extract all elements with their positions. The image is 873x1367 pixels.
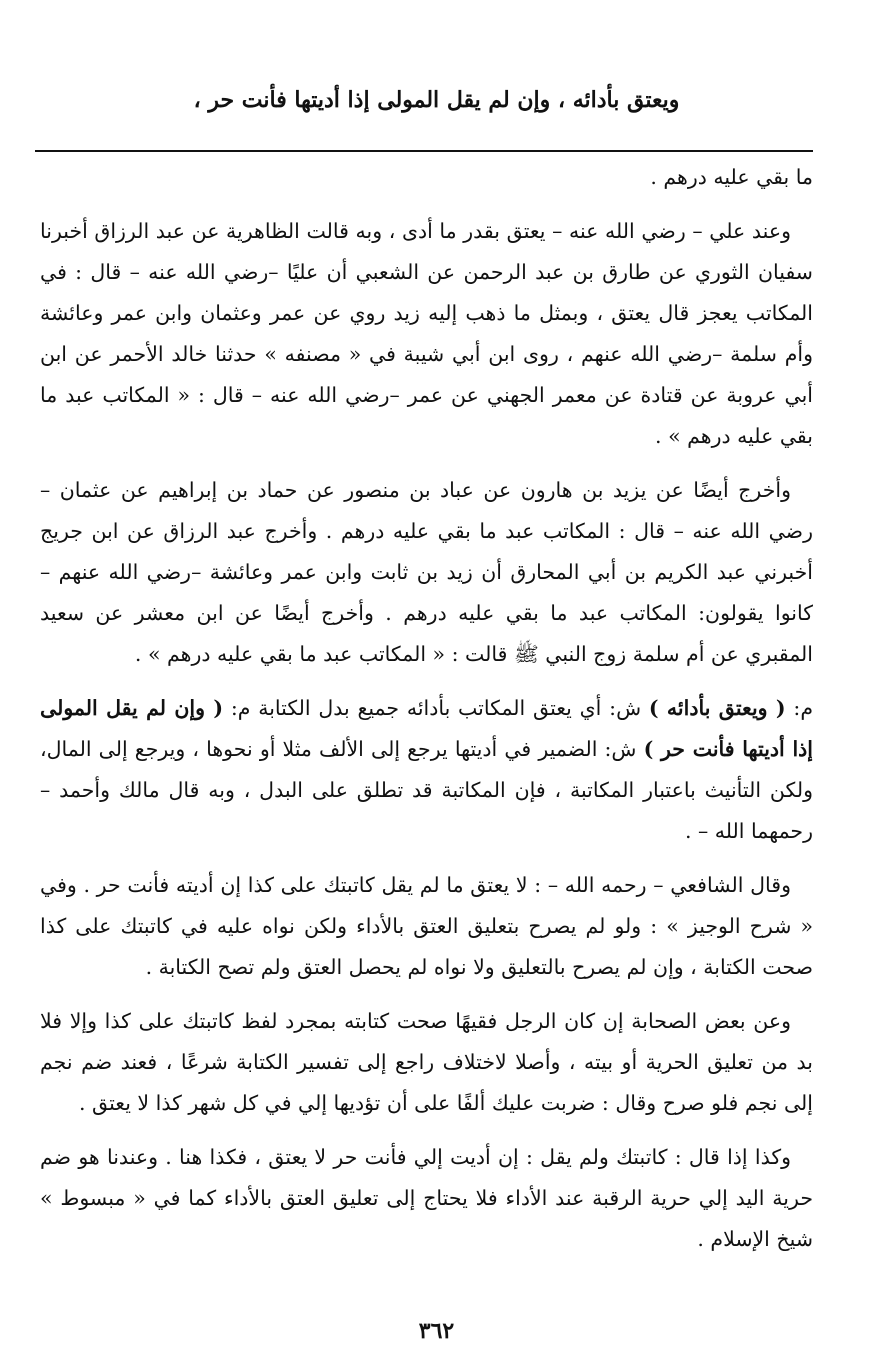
sharh-label: ش: bbox=[604, 737, 637, 761]
paragraph-5: وقال الشافعي – رحمه الله – : لا يعتق ما لم يقل كاتبتك على كذا إن أديته فأنت حر . وفي « شرح الوجيز » : ولو لم يصرح بتعليق العتق بالأداء ولكن نواه عليه في كاتبتك على كذا صحت الكتابة ، وإن لم يصرح بالتعليق ولا نواه لم يحصل العتق ولم تصح الكتابة . bbox=[40, 873, 813, 979]
sharh-text: أي يعتق المكاتب بأدائه جميع بدل الكتابة bbox=[258, 696, 602, 720]
matn-label: م: bbox=[230, 696, 251, 720]
paragraph-4-matn-commentary bbox=[40, 688, 813, 852]
running-header: ويعتق بأدائه ، وإن لم يقل المولى إذا أديتها فأنت حر ، bbox=[193, 87, 680, 113]
paragraph-1: ما بقي عليه درهم . bbox=[650, 165, 813, 189]
matn-phrase: ( ويعتق بأدائه ) bbox=[648, 696, 786, 720]
paragraph-7: وكذا إذا قال : كاتبتك ولم يقل : إن أديت إلي فأنت حر لا يعتق ، فكذا هنا . وعندنا هو ضم حرية اليد إلي حرية الرقبة عند الأداء فلا يحتاج إلى تعليق العتق بالأداء كما في « مبسوط » شيخ الإسلام . bbox=[40, 1145, 813, 1251]
sharh-label: ش: bbox=[609, 696, 642, 720]
paragraph-2: وعند علي – رضي الله عنه – يعتق بقدر ما أدى ، وبه قالت الظاهرية عن عبد الرزاق أخبرنا سفيان الثوري عن طارق بن عبد الرحمن عن الشعبي أن عليًا –رضي الله عنه – قال : في المكاتب يعجز قال يعتق ، وبمثل ما ذهب إليه زيد روي عن عمر وعثمان وابن عمر وعائشة وأم سلمة –رضي الله عنهم ، روى ابن أبي شيبة في « مصنفه » حدثنا خالد الأحمر عن ابن أبي عروبة عن قتادة عن معمر الجهني عن عمر –رضي الله عنه – قال : « المكاتب عبد ما بقي عليه درهم » . bbox=[40, 219, 813, 448]
paragraph-6: وعن بعض الصحابة إن كان الرجل فقيهًا صحت كتابته بمجرد لفظ كاتبتك على كذا وإلا فلا بد من تعليق الحرية أو بيته ، وأصلا لاختلاف راجع إلى تفسير الكتابة شرعًا ، فعند ضم نجم إلى نجم فلو صرح وقال : ضربت عليك ألفًا على أن تؤديها إلي في كل شهر كذا لا يعتق . bbox=[40, 1009, 813, 1115]
paragraph-3: وأخرج أيضًا عن يزيد بن هارون عن عباد بن منصور عن حماد بن إبراهيم عن عثمان – رضي الله عنه – قال : المكاتب عبد ما بقي عليه درهم . وأخرج عبد الرزاق عن ابن جريج أخبرني عبد الكريم بن أبي المحارق أن زيد بن ثابت وابن عمر وعائشة –رضي الله عنهم – كانوا يقولون: المكاتب عبد ما بقي عليه درهم . وأخرج أيضًا عن ابن معشر عن سعيد المقبري عن أم سلمة زوج النبي ﷺ قالت : « المكاتب عبد ما بقي عليه درهم » . bbox=[40, 478, 813, 666]
matn-label: م: bbox=[793, 696, 814, 720]
header-divider bbox=[35, 150, 813, 152]
sharh-text: الضمير في أديتها يرجع إلى الألف مثلا أو نحوها ، ويرجع إلى المال، ولكن التأنيث باعتبار المكاتبة ، فإن المكاتبة قد تطلق على البدل ، وبه قال مالك وأحمد – رحمهما الله – . bbox=[40, 737, 813, 843]
page-number: ٣٦٢ bbox=[418, 1318, 455, 1344]
matn-phrase: ( وإن لم يقل المولى إذا أديتها فأنت حر ) bbox=[40, 696, 813, 761]
body-text bbox=[40, 157, 813, 1260]
